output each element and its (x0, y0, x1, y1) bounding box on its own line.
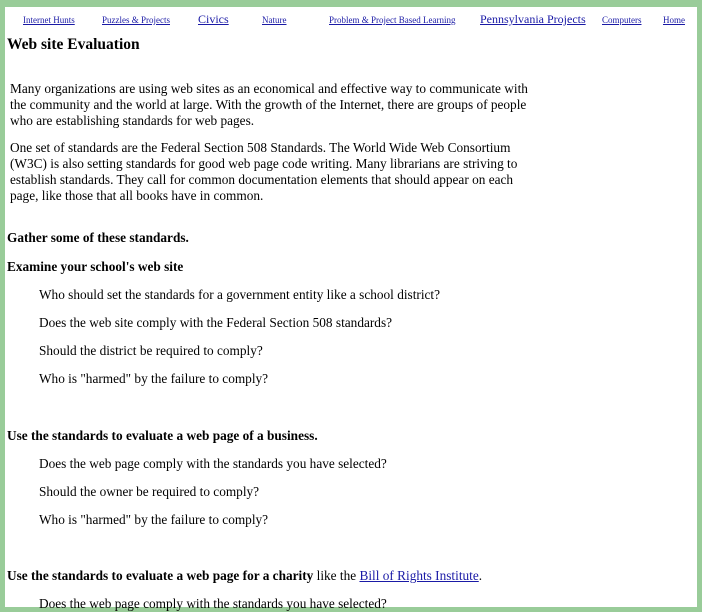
top-nav (5, 12, 697, 26)
question: Does the web page comply with the standards you have selected? (39, 596, 387, 611)
page-title: Web site Evaluation (7, 36, 140, 53)
page (5, 7, 697, 611)
business-heading: Use the standards to evaluate a web page of a business. (7, 428, 318, 443)
question: Who is "harmed" by the failure to comply? (39, 512, 269, 527)
nav-nature[interactable]: Nature (262, 15, 287, 25)
bill-of-rights-link[interactable]: Bill of Rights Institute (359, 568, 479, 583)
nav-pennsylvania-projects[interactable]: Pennsylvania Projects (480, 12, 586, 26)
nav-computers[interactable]: Computers (602, 15, 642, 25)
nav-internet-hunts[interactable]: Internet Hunts (23, 15, 75, 25)
nav-puzzles-projects[interactable]: Puzzles & Projects (102, 15, 170, 25)
question: Should the owner be required to comply? (39, 484, 260, 499)
question: Does the web site comply with the Federal Section 508 standards? (39, 315, 393, 330)
charity-line (7, 568, 482, 584)
standards-paragraph: One set of standards are the Federal Section 508 Standards. The World Wide Web Consortium (W3C) is also setting standards for good web page code writing. Many librarians are striving to establish standards. They call for common documentation elements that should appear on each page, like those that all books have in common. (10, 140, 518, 203)
charity-text: like the (313, 568, 360, 583)
question: Does the web page comply with the standards you have selected? (39, 456, 387, 471)
nav-civics[interactable]: Civics (198, 12, 229, 26)
nav-home[interactable]: Home (663, 15, 685, 25)
question: Should the district be required to comply? (39, 343, 263, 358)
examine-heading: Examine your school's web site (7, 259, 184, 274)
intro-paragraph: Many organizations are using web sites as an economical and effective way to communicate with the community and the world at large. With the growth of the Internet, there are groups of people who are establishing standards for web pages. (10, 81, 528, 128)
nav-problem-project-learning[interactable]: Problem & Project Based Learning (329, 15, 456, 25)
gather-heading: Gather some of these standards. (7, 230, 189, 245)
charity-period: . (478, 568, 483, 583)
charity-heading: Use the standards to evaluate a web page for a charity (7, 568, 314, 583)
question: Who should set the standards for a government entity like a school district? (39, 287, 441, 302)
question: Who is "harmed" by the failure to comply? (39, 371, 269, 386)
